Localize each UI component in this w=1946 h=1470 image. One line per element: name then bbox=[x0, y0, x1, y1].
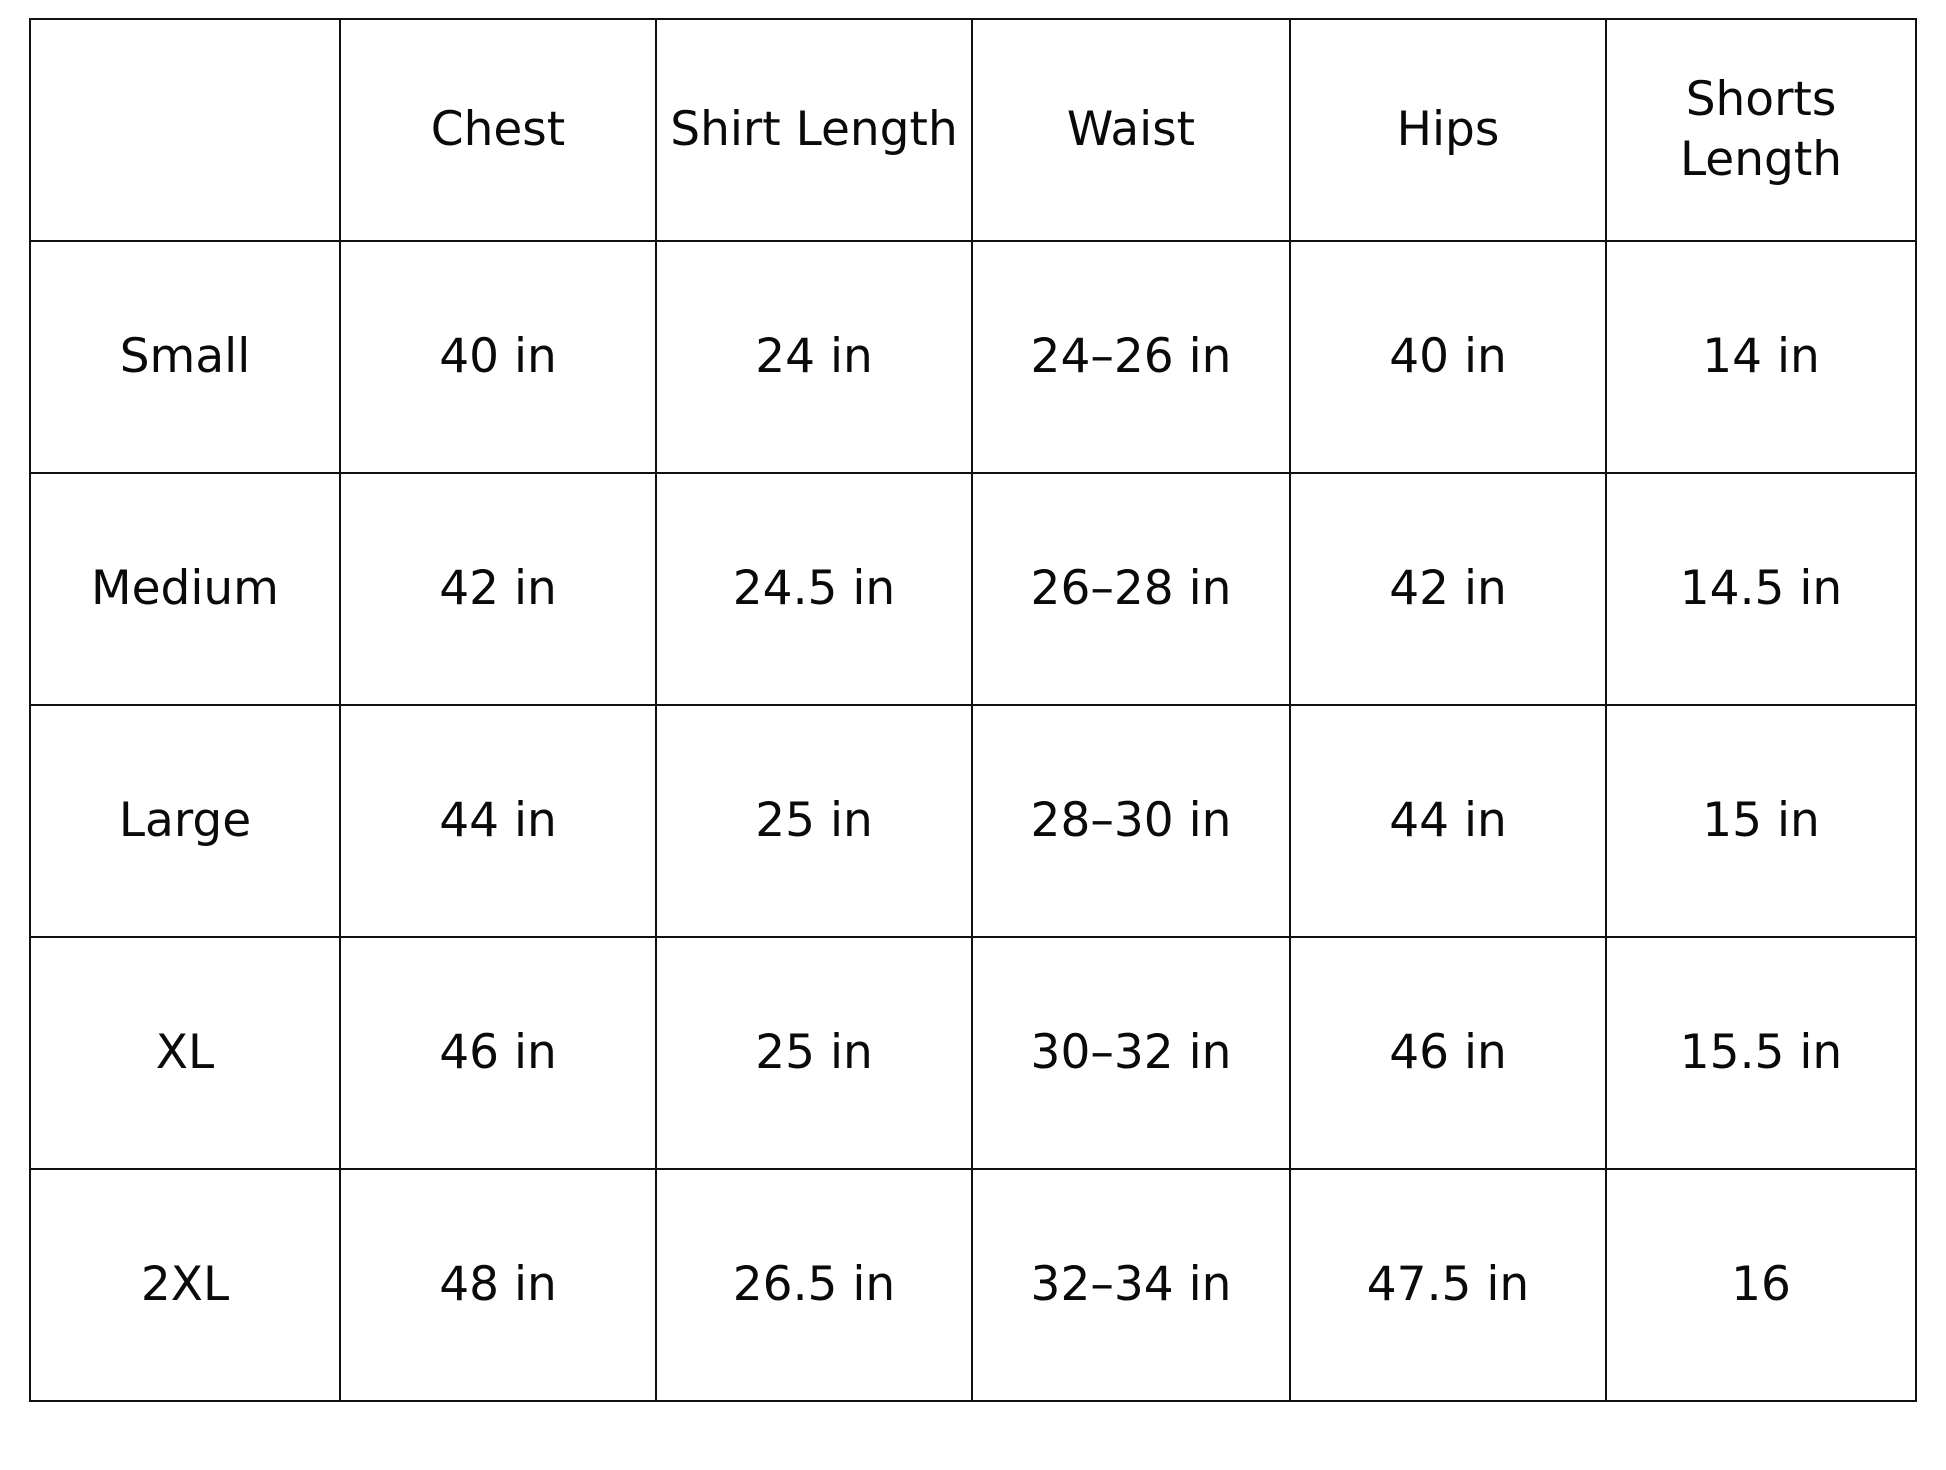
table-row bbox=[30, 473, 1916, 705]
header-cell-chest: Chest bbox=[340, 19, 656, 241]
cell-chest: 44 in bbox=[340, 705, 656, 937]
header-cell-shirt-length: Shirt Length bbox=[656, 19, 972, 241]
cell-shirt-length: 26.5 in bbox=[656, 1169, 972, 1401]
table-row bbox=[30, 241, 1916, 473]
cell-waist: 24–26 in bbox=[972, 241, 1290, 473]
cell-chest: 40 in bbox=[340, 241, 656, 473]
cell-hips: 44 in bbox=[1290, 705, 1606, 937]
cell-shorts-length: 16 bbox=[1606, 1169, 1916, 1401]
cell-waist: 30–32 in bbox=[972, 937, 1290, 1169]
cell-shirt-length: 25 in bbox=[656, 937, 972, 1169]
cell-hips: 42 in bbox=[1290, 473, 1606, 705]
cell-size: Large bbox=[30, 705, 340, 937]
header-cell-shorts-length: Shorts Length bbox=[1606, 19, 1916, 241]
cell-chest: 46 in bbox=[340, 937, 656, 1169]
cell-shirt-length: 24.5 in bbox=[656, 473, 972, 705]
header-cell-hips: Hips bbox=[1290, 19, 1606, 241]
cell-waist: 32–34 in bbox=[972, 1169, 1290, 1401]
cell-shirt-length: 24 in bbox=[656, 241, 972, 473]
table-row bbox=[30, 1169, 1916, 1401]
table-row bbox=[30, 937, 1916, 1169]
cell-shorts-length: 14.5 in bbox=[1606, 473, 1916, 705]
table-row bbox=[30, 705, 1916, 937]
cell-size: Medium bbox=[30, 473, 340, 705]
cell-chest: 42 in bbox=[340, 473, 656, 705]
header-cell-corner bbox=[30, 19, 340, 241]
cell-hips: 46 in bbox=[1290, 937, 1606, 1169]
table-body bbox=[30, 241, 1916, 1401]
header-row bbox=[30, 19, 1916, 241]
cell-chest: 48 in bbox=[340, 1169, 656, 1401]
header-cell-waist: Waist bbox=[972, 19, 1290, 241]
table-header bbox=[30, 19, 1916, 241]
cell-size: 2XL bbox=[30, 1169, 340, 1401]
cell-waist: 26–28 in bbox=[972, 473, 1290, 705]
cell-waist: 28–30 in bbox=[972, 705, 1290, 937]
cell-hips: 40 in bbox=[1290, 241, 1606, 473]
cell-hips: 47.5 in bbox=[1290, 1169, 1606, 1401]
cell-shorts-length: 15.5 in bbox=[1606, 937, 1916, 1169]
cell-shirt-length: 25 in bbox=[656, 705, 972, 937]
cell-size: Small bbox=[30, 241, 340, 473]
cell-shorts-length: 14 in bbox=[1606, 241, 1916, 473]
cell-shorts-length: 15 in bbox=[1606, 705, 1916, 937]
cell-size: XL bbox=[30, 937, 340, 1169]
size-chart-table bbox=[29, 18, 1917, 1402]
